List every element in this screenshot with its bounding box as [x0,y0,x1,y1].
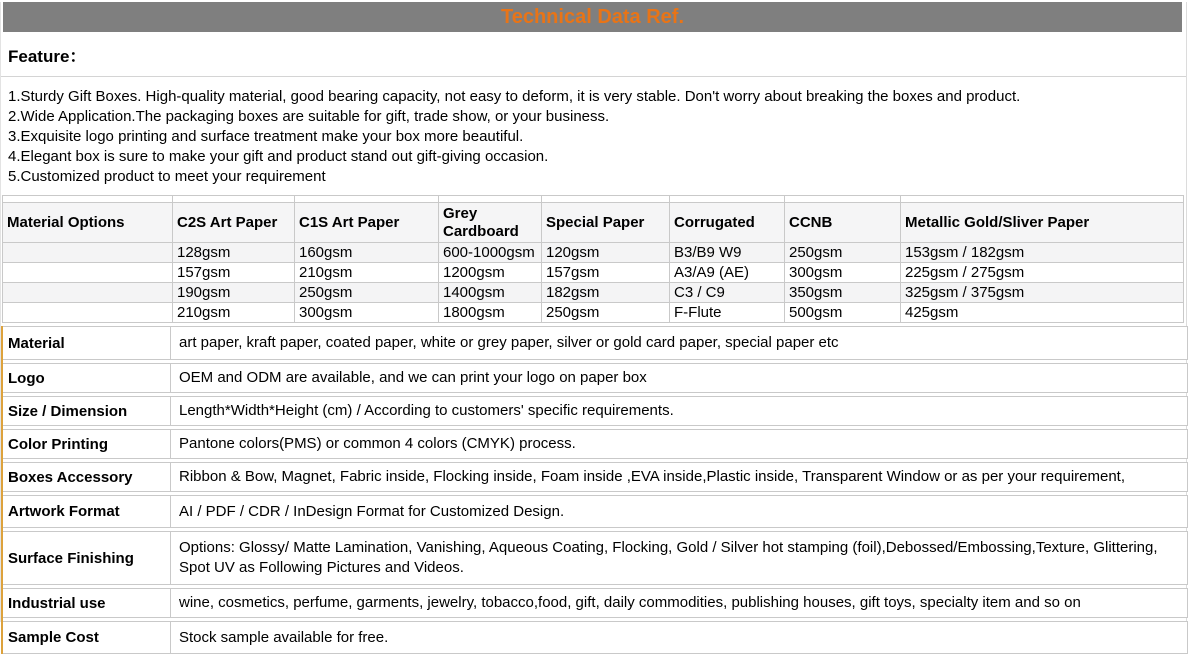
table-spacer-row [3,196,1184,203]
spec-label: Artwork Format [3,496,171,527]
spec-row [3,588,1188,618]
table-cell: 210gsm [295,263,439,283]
table-spacer-cell [901,196,1184,203]
feature-list [1,77,1186,195]
table-cell: 1400gsm [439,283,542,303]
table-spacer-cell [295,196,439,203]
table-cell: 1800gsm [439,303,542,323]
table-spacer-cell [785,196,901,203]
feature-item: 5.Customized product to meet your requirement [8,168,326,185]
column-header: Special Paper [542,203,670,243]
table-header-row [3,203,1184,243]
table-cell: 182gsm [542,283,670,303]
spec-value: Ribbon & Bow, Magnet, Fabric inside, Flocking inside, Foam inside ,EVA inside,Plastic inside, Transparent Window or as per your requirement, [179,468,1126,485]
table-spacer-cell [542,196,670,203]
table-cell: 300gsm [295,303,439,323]
spec-value: AI / PDF / CDR / InDesign Format for Customized Design. [179,502,565,520]
table-cell [3,263,173,283]
spec-label: Industrial use [3,589,171,617]
table-spacer-cell [439,196,542,203]
table-cell: 120gsm [542,243,670,263]
spec-label: Logo [3,364,171,392]
column-header: C2S Art Paper [173,203,295,243]
table-spacer-cell [3,196,173,203]
spec-row [3,621,1188,654]
table-cell: 157gsm [542,263,670,283]
spec-label: Material [3,327,171,359]
column-header: Grey Cardboard [439,203,542,243]
table-cell: 160gsm [295,243,439,263]
table-cell: 1200gsm [439,263,542,283]
table-cell: 225gsm / 275gsm [901,263,1184,283]
table-row [3,283,1184,303]
table-row [3,303,1184,323]
spec-label: Boxes Accessory [3,463,171,491]
feature-item: 3.Exquisite logo printing and surface treatment make your box more beautiful. [8,128,524,145]
table-cell: 190gsm [173,283,295,303]
table-spacer-cell [670,196,785,203]
spec-row [3,429,1188,459]
spec-value: Options: Glossy/ Matte Lamination, Vanishing, Aqueous Coating, Flocking, Gold / Silver hot stamping (foil),Debossed/Embossing,Texture, Glittering, Spot UV as Following Pictures and Videos. [179,539,1158,576]
table-cell: 425gsm [901,303,1184,323]
table-cell: B3/B9 W9 [670,243,785,263]
spec-row [3,531,1188,585]
table-cell: 210gsm [173,303,295,323]
materials-table-body [3,196,1184,323]
column-header: Material Options [3,203,173,243]
materials-table [2,195,1184,323]
spec-row [3,396,1188,426]
table-cell: 153gsm / 182gsm [901,243,1184,263]
spec-rows [1,326,1186,654]
table-row [3,263,1184,283]
table-cell: 250gsm [542,303,670,323]
page [0,2,1187,646]
spec-value: Length*Width*Height (cm) / According to customers' specific requirements. [179,402,674,419]
table-row [3,243,1184,263]
spec-value: Pantone colors(PMS) or common 4 colors (CMYK) process. [179,435,576,452]
table-cell: 600-1000gsm [439,243,542,263]
spec-row [3,363,1188,393]
feature-item: 4.Elegant box is sure to make your gift and product stand out gift-giving occasion. [8,148,549,165]
table-cell: F-Flute [670,303,785,323]
table-cell: 157gsm [173,263,295,283]
table-cell: 300gsm [785,263,901,283]
table-cell [3,303,173,323]
table-spacer-cell [173,196,295,203]
spec-row [3,326,1188,360]
title-bar [3,2,1182,32]
table-cell: C3 / C9 [670,283,785,303]
table-cell: 350gsm [785,283,901,303]
table-cell: 500gsm [785,303,901,323]
table-cell: 128gsm [173,243,295,263]
spec-label: Size / Dimension [3,397,171,425]
table-cell: 250gsm [295,283,439,303]
page-title: Technical Data Ref. [500,6,685,28]
table-cell: A3/A9 (AE) [670,263,785,283]
column-header: Metallic Gold/Sliver Paper [901,203,1184,243]
table-cell [3,243,173,263]
spec-label: Sample Cost [3,622,171,653]
table-cell [3,283,173,303]
spec-value: Stock sample available for free. [179,628,389,646]
column-header: C1S Art Paper [295,203,439,243]
column-header: CCNB [785,203,901,243]
spec-label: Color Printing [3,430,171,458]
feature-heading: Feature： [1,32,1186,77]
spec-row [3,462,1188,492]
spec-label: Surface Finishing [3,532,171,584]
spec-row [3,495,1188,528]
spec-value: OEM and ODM are available, and we can print your logo on paper box [179,369,647,386]
feature-item: 2.Wide Application.The packaging boxes are suitable for gift, trade show, or your business. [8,108,610,125]
column-header: Corrugated [670,203,785,243]
spec-value: art paper, kraft paper, coated paper, white or grey paper, silver or gold card paper, special paper etc [179,334,839,351]
table-cell: 250gsm [785,243,901,263]
spec-value: wine, cosmetics, perfume, garments, jewelry, tobacco,food, gift, daily commodities, publishing houses, gift toys, specialty item and so on [179,594,1081,611]
table-cell: 325gsm / 375gsm [901,283,1184,303]
feature-item: 1.Sturdy Gift Boxes. High-quality material, good bearing capacity, not easy to deform, it is very stable. Don't worry about breaking the boxes and product. [8,88,1021,105]
